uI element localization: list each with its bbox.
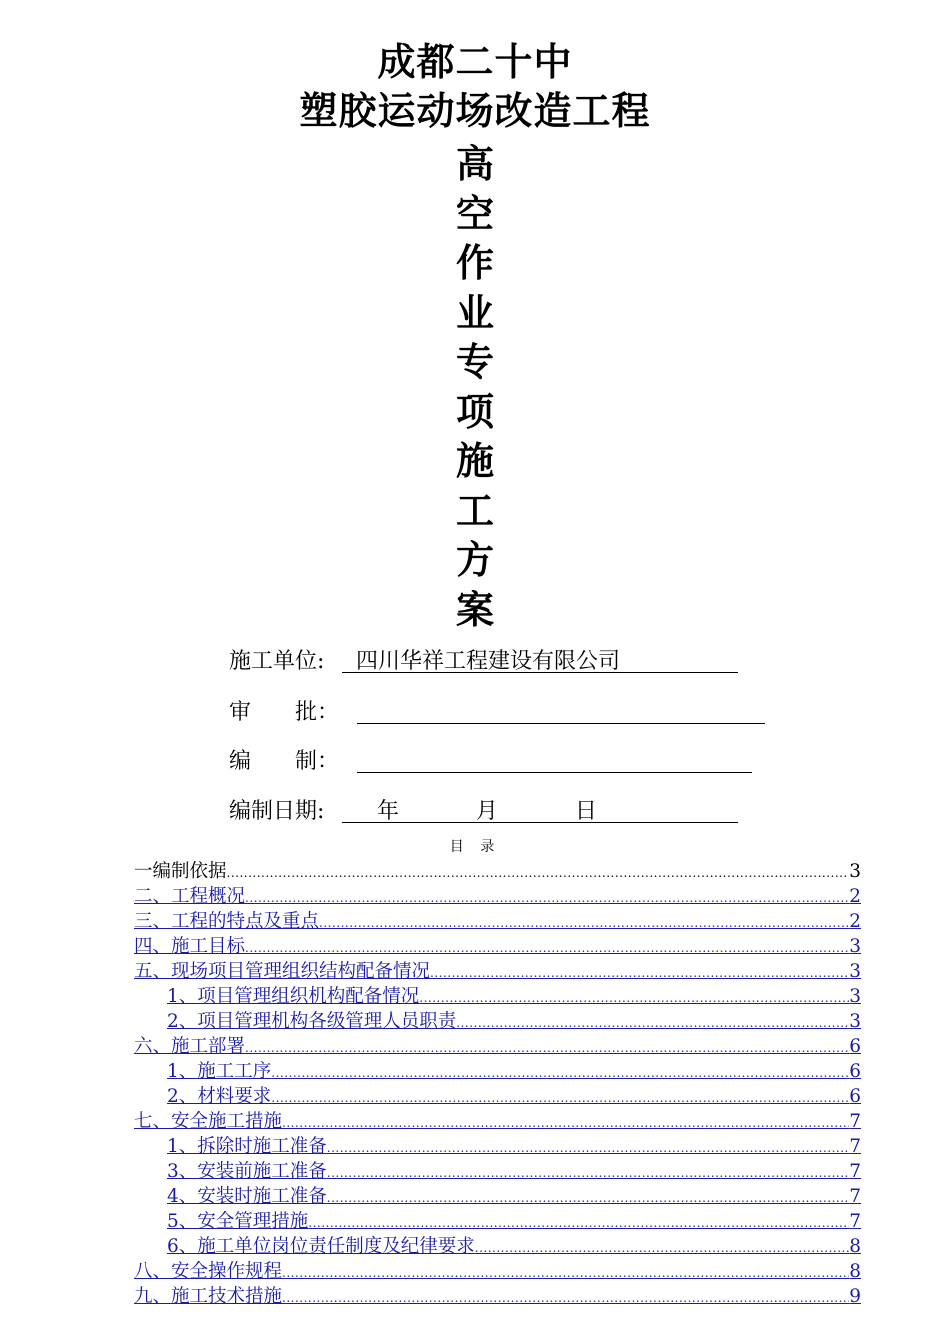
vertical-title-char: 方 xyxy=(455,538,494,582)
title-school: 成都二十中 xyxy=(377,40,573,84)
toc-entry-page: 8 xyxy=(849,1261,861,1282)
toc-entry-title: 五、现场项目管理组织结构配备情况 xyxy=(134,961,431,982)
toc-leader-dots xyxy=(475,1236,849,1261)
toc-entry-page: 3 xyxy=(849,861,861,882)
toc-entry-page: 3 xyxy=(849,961,861,982)
toc-entry-page: 6 xyxy=(849,1061,861,1082)
toc-entry-title: 八、安全操作规程 xyxy=(134,1261,283,1282)
toc-entry-page: 3 xyxy=(849,986,861,1007)
date-field: 年 月 日 xyxy=(342,794,738,823)
toc-entry-page: 7 xyxy=(849,1111,861,1132)
compile-label: 编 制： xyxy=(229,749,340,774)
vertical-title-char: 案 xyxy=(455,587,494,632)
toc-leader-dots xyxy=(319,911,849,936)
vertical-title-char: 专 xyxy=(455,340,494,384)
compile-field xyxy=(357,744,752,773)
vertical-title-char: 工 xyxy=(455,488,494,533)
toc-entry[interactable] xyxy=(134,1009,861,1034)
toc-entry-page: 7 xyxy=(849,1186,861,1207)
toc-entry[interactable] xyxy=(134,959,861,984)
toc-entry-page: 9 xyxy=(849,1286,861,1307)
toc-entry[interactable] xyxy=(134,1034,861,1059)
title-project: 塑胶运动场改造工程 xyxy=(299,89,651,133)
vertical-title-char: 空 xyxy=(455,191,494,236)
date-label: 编制日期: xyxy=(229,799,325,824)
toc-entry[interactable] xyxy=(134,1134,861,1159)
document-title xyxy=(0,38,950,136)
toc-leader-dots xyxy=(245,886,849,911)
toc-entry-title: 四、施工目标 xyxy=(134,936,246,957)
toc-entry-title: 二、工程概况 xyxy=(134,886,246,907)
toc-leader-dots xyxy=(282,1286,849,1311)
toc-entry-page: 2 xyxy=(849,886,861,907)
toc-entry[interactable] xyxy=(134,1234,861,1259)
table-of-contents xyxy=(134,859,861,1309)
toc-entry-title: 5、安全管理措施 xyxy=(167,1211,309,1232)
toc-entry-title: 1、拆除时施工准备 xyxy=(167,1136,327,1157)
toc-entry-page: 7 xyxy=(849,1211,861,1232)
company-field: 四川华祥工程建设有限公司 xyxy=(342,644,738,673)
toc-leader-dots xyxy=(271,1061,849,1086)
vertical-title xyxy=(0,140,950,635)
toc-entry-title: 九、施工技术措施 xyxy=(134,1286,283,1307)
toc-leader-dots xyxy=(419,986,849,1011)
company-label: 施工单位: xyxy=(229,649,325,674)
vertical-title-char: 作 xyxy=(455,241,494,285)
approve-field xyxy=(357,695,765,724)
toc-entry-title: 2、材料要求 xyxy=(167,1086,272,1107)
toc-entry-title: 4、安装时施工准备 xyxy=(167,1186,327,1207)
toc-entry[interactable] xyxy=(134,934,861,959)
toc-entry-title: 1、项目管理组织机构配备情况 xyxy=(167,986,420,1007)
toc-leader-dots xyxy=(327,1136,849,1161)
toc-entry[interactable] xyxy=(134,1209,861,1234)
toc-entry-page: 8 xyxy=(849,1236,861,1257)
toc-entry-page: 3 xyxy=(849,936,861,957)
toc-entry-page: 7 xyxy=(849,1161,861,1182)
toc-leader-dots xyxy=(282,1261,849,1286)
toc-leader-dots xyxy=(308,1211,849,1236)
toc-leader-dots xyxy=(245,936,849,961)
toc-entry-page: 6 xyxy=(849,1086,861,1107)
toc-entry[interactable] xyxy=(134,1159,861,1184)
toc-entry[interactable] xyxy=(134,909,861,934)
toc-entry-title: 1、施工工序 xyxy=(167,1061,272,1082)
toc-entry[interactable] xyxy=(134,1184,861,1209)
toc-leader-dots xyxy=(271,1086,849,1111)
toc-entry[interactable] xyxy=(134,1109,861,1134)
toc-leader-dots xyxy=(456,1011,849,1036)
approve-label: 审 批： xyxy=(229,700,340,725)
toc-leader-dots xyxy=(282,1111,849,1136)
toc-leader-dots xyxy=(327,1186,849,1211)
toc-entry[interactable] xyxy=(134,1259,861,1284)
toc-entry-title: 三、工程的特点及重点 xyxy=(134,911,320,932)
toc-entry xyxy=(134,859,861,884)
toc-entry-page: 3 xyxy=(849,1011,861,1032)
toc-entry[interactable] xyxy=(134,884,861,909)
toc-entry-title: 一编制依据 xyxy=(134,861,227,882)
toc-entry[interactable] xyxy=(134,984,861,1009)
vertical-title-char: 项 xyxy=(455,389,494,434)
toc-entry-title: 6、施工单位岗位责任制度及纪律要求 xyxy=(167,1236,475,1257)
toc-entry[interactable] xyxy=(134,1284,861,1309)
toc-entry-title: 七、安全施工措施 xyxy=(134,1111,283,1132)
toc-entry-title: 六、施工部署 xyxy=(134,1036,246,1057)
vertical-title-char: 高 xyxy=(455,142,494,186)
vertical-title-char: 施 xyxy=(455,439,494,483)
toc-heading: 目 录 xyxy=(449,839,501,855)
toc-leader-dots xyxy=(227,861,850,886)
toc-leader-dots xyxy=(245,1036,849,1061)
toc-entry-title: 3、安装前施工准备 xyxy=(167,1161,327,1182)
toc-entry-page: 6 xyxy=(849,1036,861,1057)
vertical-title-char: 业 xyxy=(455,290,494,335)
toc-entry-title: 2、项目管理机构各级管理人员职责 xyxy=(167,1011,457,1032)
toc-entry[interactable] xyxy=(134,1059,861,1084)
toc-leader-dots xyxy=(430,961,849,986)
toc-entry[interactable] xyxy=(134,1084,861,1109)
toc-leader-dots xyxy=(327,1161,849,1186)
toc-entry-page: 2 xyxy=(849,911,861,932)
toc-entry-page: 7 xyxy=(849,1136,861,1157)
